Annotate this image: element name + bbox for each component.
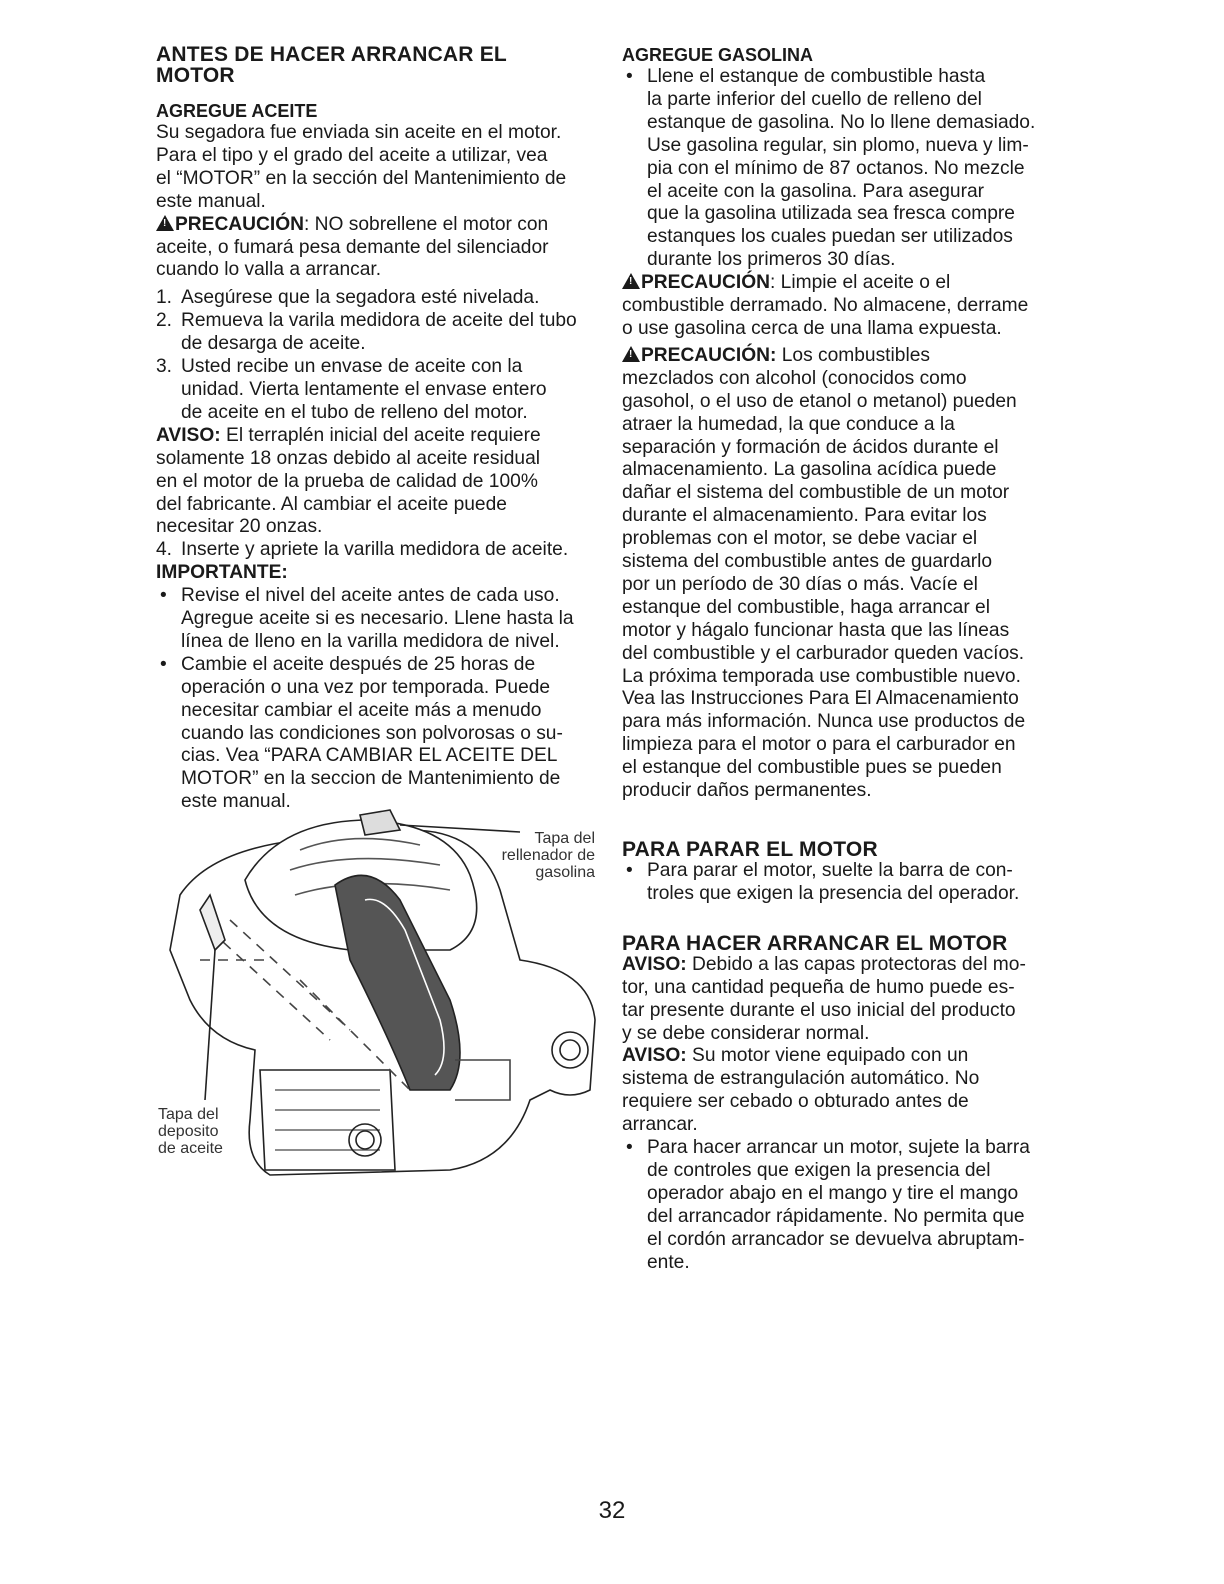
bullet-item: • Revise el nivel del aceite antes de cada uso. Agregue aceite si es necesario. Llene hasta la línea de lleno en la varilla medidora de nivel. — [160, 585, 574, 652]
fuel-heading: AGREGUE GASOLINA — [622, 45, 814, 65]
start-heading: PARA HACER ARRANCAR EL MOTOR — [622, 931, 1008, 955]
bullet-item: • Cambie el aceite después de 25 horas de operación o una vez por temporada. Puede necesitar cambiar el aceite más a menudo cuando las condiciones son polvorosas o su- cias. Vea “PARA CAMBIAR EL ACEITE DEL MOTOR” en la seccion de Mantenimiento de este manual. — [160, 653, 563, 813]
step-3: 3. Usted recibe un envase de aceite con la unidad. Vierta lentamente el envase entero de aceite en el tubo de relleno del motor. — [156, 356, 547, 423]
step-4: 4. Inserte y apriete la varilla medidora de aceite. — [156, 539, 569, 561]
step-2: 2. Remueva la varila medidora de aceite del tubo de desarga de aceite. — [156, 310, 577, 355]
warning-icon — [156, 215, 174, 231]
fuel-cap-label: Tapa del rellenador de gasolina — [501, 830, 595, 881]
warning-icon — [622, 346, 640, 362]
section-title: ANTES DE HACER ARRANCAR EL MOTOR — [156, 43, 507, 87]
engine-illustration — [150, 800, 600, 1180]
caution-3: !PRECAUCIÓN: Los combustibles mezclados con alcohol (conocidos como gasohol, o el uso de etanol o metanol) pueden atraer la humedad, la que conduce a la separación y formación de ácidos durante el almacenamiento. La gasolina acídica puede dañar el sistema del combustible de un motor durante el almacenamiento. Para evitar los problemas con el motor, se debe vaciar el sistema del combustible antes de guardarlo por un período de 30 días o más. Vacíe el estanque del combustible, haga arrancar el motor y hágalo funcionar hasta que las líneas del combustible y el carburador queden vacíos. La próxima temporada use combustible nuevo. Vea las Instrucciones Para El Almacenamiento para más información. Nunca use productos de limpieza para el motor o para el carburador en el estanque del combustible pues se pueden producir daños permanentes. — [622, 345, 1067, 803]
stop-heading: PARA PARAR EL MOTOR — [622, 838, 878, 861]
bullet-item: • Para parar el motor, suelte la barra de con- troles que exigen la presencia del operador. — [626, 860, 1020, 904]
oil-intro: Su segadora fue enviada sin aceite en el motor. Para el tipo y el grado del aceite a utilizar, vea el “MOTOR” en la sección del Mantenimiento de este manual. — [156, 122, 567, 212]
aviso-2: AVISO: Su motor viene equipado con un sistema de estrangulación automático. No requiere ser cebado o obturado antes de arrancar. — [622, 1045, 980, 1136]
oil-heading: AGREGUE ACEITE — [156, 101, 318, 121]
step-1: 1. Asegúrese que la segadora esté nivelada. — [156, 287, 540, 309]
page-number: 32 — [598, 1497, 626, 1524]
right-column — [622, 44, 1067, 1275]
caution-2: !PRECAUCIÓN: Limpie el aceite o el combustible derramado. No almacene, derrame o use gasolina cerca de una llama expuesta. — [622, 272, 1067, 341]
caution-1: !PRECAUCIÓN: NO sobrellene el motor con aceite, o fumará pesa demante del silenciador cuando lo valla a arrancar. — [156, 214, 601, 283]
important-label: IMPORTANTE: — [156, 562, 288, 584]
aviso-note: AVISO: El terraplén inicial del aceite requiere solamente 18 onzas debido al aceite residual en el motor de la prueba de calidad de 100% del fabricante. Al cambiar el aceite puede necesitar 20 onzas. — [156, 424, 541, 538]
bullet-item: • Para hacer arrancar un motor, sujete la barra de controles que exigen la presencia del operador abajo en el mango y tire el mango del arrancador rápidamente. No permita que el cordón arrancador se devuelva abruptam- ente. — [626, 1137, 1030, 1273]
left-column — [156, 44, 601, 814]
warning-icon — [622, 273, 640, 289]
aviso-1: AVISO: Debido a las capas protectoras del mo- tor, una cantidad pequeña de humo puede es- tar presente durante el uso inicial del producto y se debe considerar normal. — [622, 953, 1026, 1044]
bullet-item: • Llene el estanque de combustible hasta la parte inferior del cuello de relleno del estanque de gasolina. No lo llene demasiado. Use gasolina regular, sin plomo, nueva y lim- pia con el mínimo de 87 octanos. No mezcle el aceite con la gasolina. Para asegurar que la gasolina utilizada sea fresca compre estanques los cuales puedan ser utilizados durante los primeros 30 días. — [626, 66, 1036, 271]
oil-cap-label: Tapa del deposito de aceite — [158, 1106, 223, 1157]
